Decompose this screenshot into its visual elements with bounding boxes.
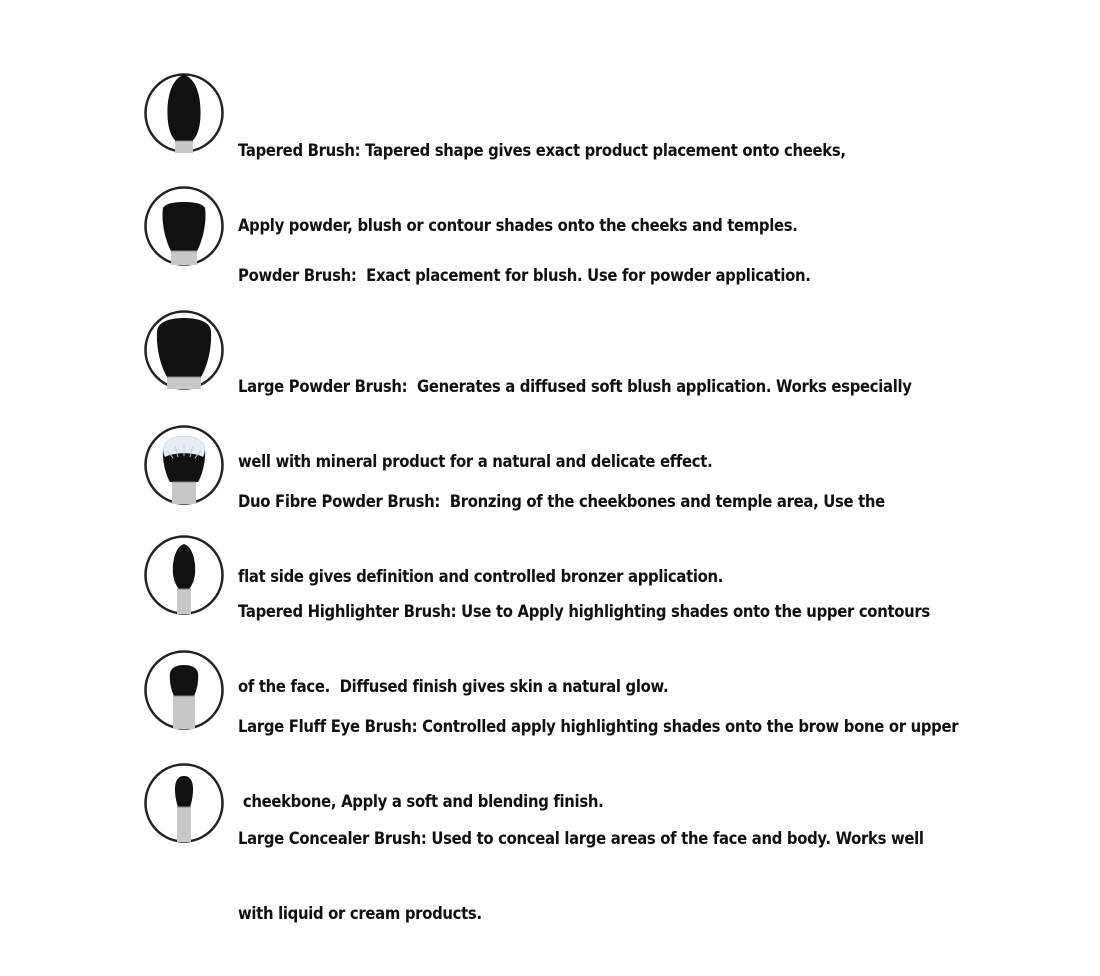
description-line: well with mineral product for a natural and delicate effect.: [238, 452, 713, 471]
description-line: Tapered Brush: Tapered shape gives exact product placement onto cheeks,: [238, 141, 846, 160]
description-line: cheekbone, Apply a soft and blending finish.: [238, 792, 604, 811]
description-line: Large Concealer Brush: Used to conceal large areas of the face and body. Works well: [238, 829, 924, 848]
description-line: Powder Brush: Exact placement for blush. Use for powder application.: [238, 266, 811, 285]
description-line: Large Fluff Eye Brush: Controlled apply highlighting shades onto the brow bone or upper: [238, 717, 959, 736]
tapered-brush-icon: [143, 72, 225, 154]
description-line: of the face. Diffused finish gives skin a natural glow.: [238, 677, 669, 696]
brush-item-tapered: [143, 72, 1043, 235]
description-line: Duo Fibre Powder Brush: Bronzing of the cheekbones and temple area, Use the: [238, 492, 885, 511]
large-concealer-brush-icon: [143, 762, 225, 844]
description-line: Large Powder Brush: Generates a diffused soft blush application. Works especially: [238, 377, 912, 396]
large-powder-brush-icon: [143, 309, 225, 391]
brush-item-duo-fibre-powder: [143, 424, 1043, 586]
brush-item-large-powder: [143, 309, 1043, 471]
brush-item-large-concealer: [143, 762, 1043, 923]
powder-brush-icon: [143, 185, 225, 267]
large-fluff-eye-brush-icon: [143, 649, 225, 731]
description-line: Tapered Highlighter Brush: Use to Apply highlighting shades onto the upper contours: [238, 602, 930, 621]
duo-fibre-powder-brush-icon: [143, 424, 225, 506]
brush-item-tapered-highlighter: [143, 534, 1043, 696]
description-line: with liquid or cream products.: [238, 904, 482, 923]
brush-item-large-fluff-eye: [143, 649, 1043, 811]
brush-item-powder: [143, 185, 1043, 285]
description-line: flat side gives definition and controlled bronzer application.: [238, 567, 724, 586]
description-line: Apply powder, blush or contour shades onto the cheeks and temples.: [238, 216, 798, 235]
brush-description: [238, 776, 924, 976]
tapered-highlighter-brush-icon: [143, 534, 225, 616]
